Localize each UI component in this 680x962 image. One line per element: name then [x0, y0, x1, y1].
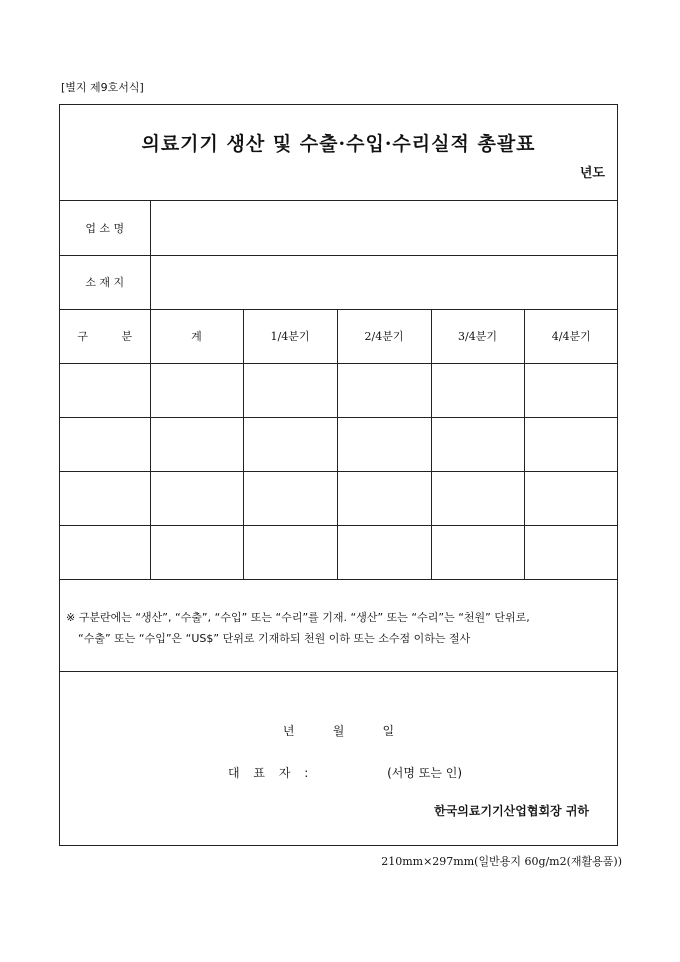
- table-row: [60, 363, 618, 417]
- category-cell[interactable]: [60, 471, 150, 525]
- q1-cell[interactable]: [243, 363, 337, 417]
- date-month-label: 월: [332, 724, 345, 738]
- date-year-label: 년: [282, 724, 295, 738]
- note-line-1: ※ 구분란에는 “생산”, “수출”, “수입” 또는 “수리”를 기재. “생산” 또는 “수리”는 “천원” 단위로,: [66, 611, 530, 624]
- business-name-label: 업 소 명: [60, 201, 150, 255]
- addressee: 한국의료기기산업협회장 귀하: [434, 804, 589, 818]
- form-number-label: [별지 제9호서식]: [61, 81, 144, 94]
- note-line-2: “수출” 또는 “수입”은 “US$” 단위로 기재하되 천원 이하 또는 소수점 이하는 절사: [78, 632, 471, 645]
- address-row: [60, 255, 618, 309]
- representative-line: [228, 764, 462, 781]
- category-cell[interactable]: [60, 417, 150, 471]
- q4-cell[interactable]: [524, 417, 618, 471]
- header-category: 구 분: [60, 309, 150, 363]
- form-title: 의료기기 생산 및 수출·수입·수리실적 총괄표: [141, 133, 536, 155]
- address-label: 소 재 지: [60, 255, 150, 309]
- address-field[interactable]: [150, 255, 618, 309]
- business-name-field[interactable]: [150, 201, 618, 255]
- signature-seal-label: (서명 또는 인): [387, 766, 463, 780]
- category-cell[interactable]: [60, 363, 150, 417]
- paper-spec: 210mm×297mm(일반용지 60g/m2(재활용품)): [381, 855, 622, 868]
- header-total: 계: [150, 309, 243, 363]
- year-label: 년도: [579, 166, 605, 181]
- q4-cell[interactable]: [524, 525, 618, 579]
- date-line: [60, 722, 617, 739]
- instructions-note: [60, 580, 617, 672]
- q3-cell[interactable]: [431, 471, 524, 525]
- header-q1: 1/4분기: [243, 309, 337, 363]
- q4-cell[interactable]: [524, 363, 618, 417]
- q2-cell[interactable]: [337, 525, 431, 579]
- total-cell[interactable]: [150, 471, 243, 525]
- table-row: [60, 525, 618, 579]
- header-q2: 2/4분기: [337, 309, 431, 363]
- q1-cell[interactable]: [243, 417, 337, 471]
- date-day-label: 일: [382, 724, 395, 738]
- signature-block: [60, 672, 617, 846]
- total-cell[interactable]: [150, 363, 243, 417]
- category-cell[interactable]: [60, 525, 150, 579]
- q2-cell[interactable]: [337, 363, 431, 417]
- table-row: [60, 471, 618, 525]
- header-q4: 4/4분기: [524, 309, 618, 363]
- q2-cell[interactable]: [337, 471, 431, 525]
- q1-cell[interactable]: [243, 525, 337, 579]
- table-header-row: [60, 309, 618, 363]
- form-frame: [59, 104, 618, 846]
- total-cell[interactable]: [150, 417, 243, 471]
- business-name-row: [60, 201, 618, 255]
- q2-cell[interactable]: [337, 417, 431, 471]
- total-cell[interactable]: [150, 525, 243, 579]
- title-block: [60, 105, 617, 201]
- q3-cell[interactable]: [431, 363, 524, 417]
- report-table: [60, 201, 618, 580]
- q3-cell[interactable]: [431, 417, 524, 471]
- representative-label: 대 표 자 :: [228, 766, 314, 780]
- table-row: [60, 417, 618, 471]
- q1-cell[interactable]: [243, 471, 337, 525]
- header-q3: 3/4분기: [431, 309, 524, 363]
- q3-cell[interactable]: [431, 525, 524, 579]
- q4-cell[interactable]: [524, 471, 618, 525]
